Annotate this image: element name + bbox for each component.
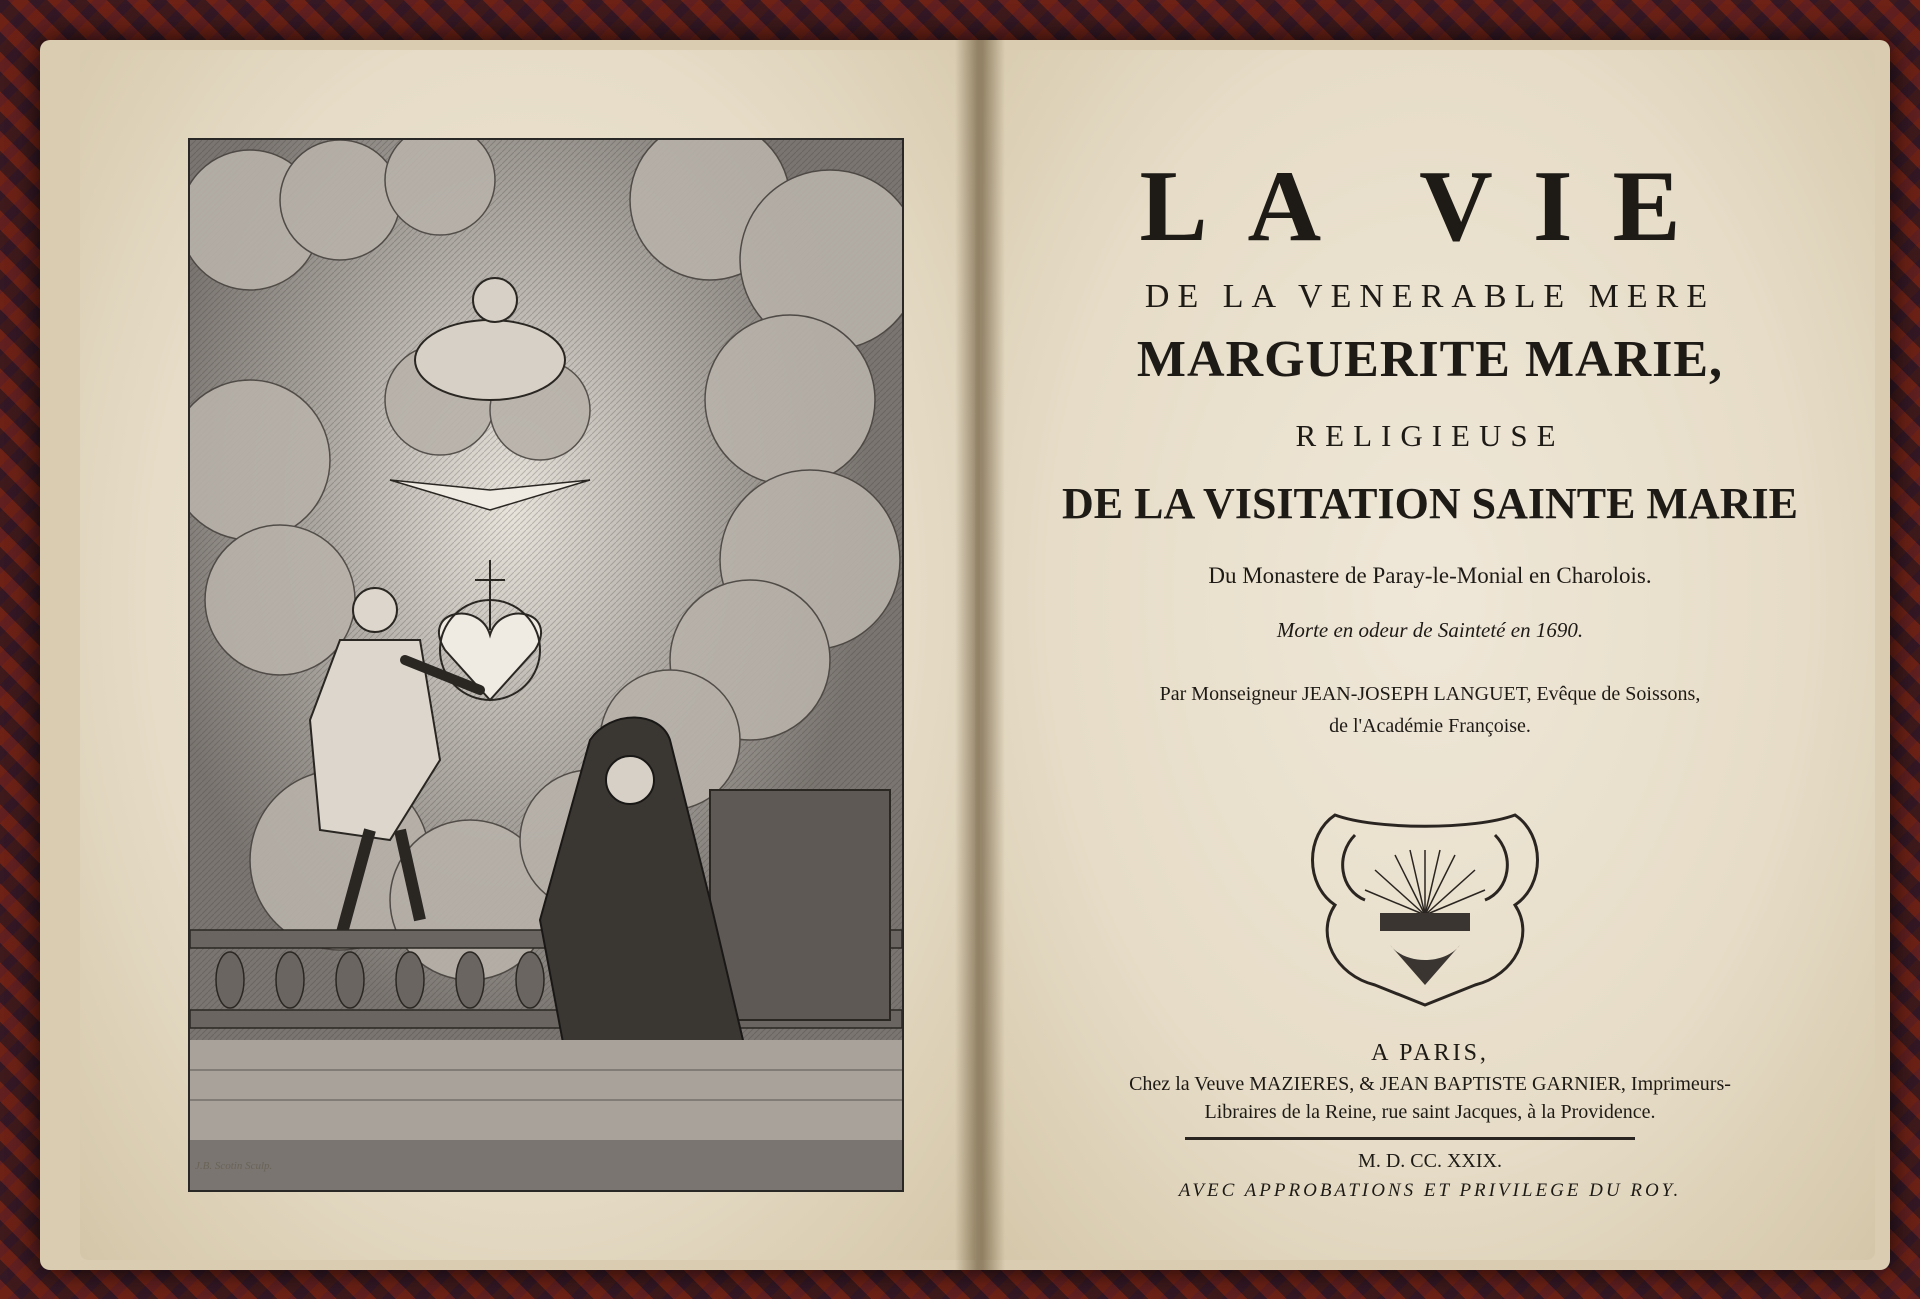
subtitle-death-year: Morte en odeur de Sainteté en 1690. [1276, 618, 1584, 642]
frontispiece-engraving [188, 138, 904, 1192]
privilege-line: AVEC APPROBATIONS ET PRIVILEGE DU ROY. [1178, 1180, 1682, 1201]
title-line-name: MARGUERITE MARIE, [1136, 331, 1724, 388]
title-line-venerable-mere: DE LA VENERABLE MERE [1144, 278, 1716, 315]
publication-date: M. D. CC. XXIX. [1358, 1150, 1502, 1172]
author-affiliation: de l'Académie Françoise. [1329, 715, 1531, 737]
subtitle-monastere: Du Monastere de Paray-le-Monial en Charolois. [1208, 563, 1652, 588]
imprint-city: A PARIS, [1371, 1040, 1489, 1066]
title-line-visitation: DE LA VISITATION SAINTE MARIE [1062, 479, 1798, 528]
author-line: Par Monseigneur JEAN-JOSEPH LANGUET, Evêque de Soissons, [1159, 683, 1701, 705]
title-line-religieuse: RELIGIEUSE [1295, 418, 1565, 453]
divider-rule [1185, 1137, 1635, 1140]
imprint-printers: Chez la Veuve MAZIERES, & JEAN BAPTISTE GARNIER, Imprimeurs- [1129, 1073, 1731, 1095]
printer-ornament [1295, 795, 1555, 1010]
book-title: LA VIE [1139, 150, 1721, 263]
imprint-address: Libraires de la Reine, rue saint Jacques, à la Providence. [1204, 1101, 1656, 1123]
engraving-caption: J.B. Scotin Sculp. [195, 1160, 273, 1172]
book-gutter [955, 40, 1005, 1270]
